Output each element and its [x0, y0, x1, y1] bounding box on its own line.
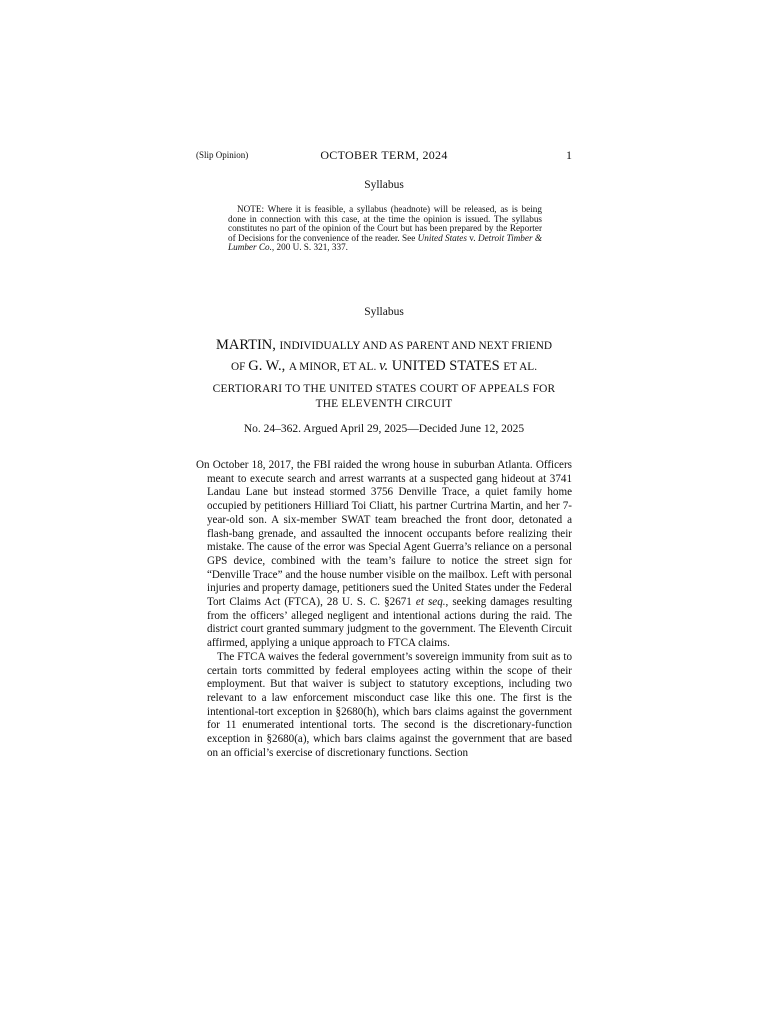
note-citation-v: v. — [466, 232, 478, 243]
caption-minor: A MINOR, ET AL. — [288, 361, 380, 373]
docket-line: No. 24–362. Argued April 29, 2025—Decided June 12, 2025 — [243, 423, 525, 435]
certiorari-heading — [196, 382, 572, 412]
caption-party-descriptor: INDIVIDUALLY AND AS PARENT AND NEXT FRIEND — [279, 340, 553, 352]
syllabus-paragraph-1 — [196, 459, 572, 651]
reporter-note — [228, 205, 542, 253]
certiorari-line-1: CERTIORARI TO THE UNITED STATES COURT OF APPEALS FOR — [212, 383, 556, 395]
caption-gw: G. W., — [248, 358, 289, 374]
syllabus-heading-top: Syllabus — [364, 179, 404, 191]
paragraph-1-et-seq: et seq. — [415, 596, 446, 609]
note-citation-party: Detroit Timber & Lumber Co. — [228, 232, 543, 253]
note-text: NOTE: Where it is feasible, a syllabus (headnote) will be released, as is being done in connection with this case, at the time the opinion is issued. The syllabus constitutes no part of the opinion of the Court but has been prepared by the Reporter of Decisions for the convenience of the reader. See — [228, 204, 542, 243]
caption-versus: v. — [379, 358, 389, 374]
paragraph-1-text: On October 18, 2017, the FBI raided the wrong house in suburban Atlanta. Officers meant to execute search and arrest warrants at a suspected gang hideout at 3741 Landau Lane but instead stormed 3756 Denville Trace, a quiet family home occupied by petitioners Hilliard Toi Cliatt, his partner Curtrina Martin, and her 7-year-old son. A six-member SWAT team breached the front door, detonated a flash-bang grenade, and assaulted the innocent occupants before realizing their mistake. The cause of the error was Special Agent Guerra’s reliance on a personal GPS device, combined with the team’s failure to notice the street sign for “Denville Trace” and the house number visible on the mailbox. Left with personal injuries and property damage, petitioners sued the United States under the Federal Tort Claims Act (FTCA), 28 U. S. C. §2671 — [196, 459, 572, 609]
caption-united-states: UNITED STATES — [388, 358, 504, 374]
note-citation-case: United States — [417, 232, 467, 243]
caption-et-al: ET AL. — [503, 361, 538, 373]
syllabus-paragraph-2: The FTCA waives the federal government’s sovereign immunity from suit as to certain torts committed by federal employees acting within the scope of their employment. But that waiver is subject to statutory exceptions, including two relevant to a law enforcement misconduct case like this one. The first is the intentional-tort exception in §2680(h), which bars claims against the government for 11 enumerated intentional torts. The second is the discretionary-function exception in §2680(a), which bars claims against the government that are based on an official’s exercise of discretionary functions. Section — [207, 650, 572, 759]
running-head — [196, 148, 572, 164]
note-citation-rest: , 200 U. S. 321, 337. — [271, 242, 348, 253]
caption-party-martin: MARTIN, — [215, 337, 280, 353]
caption-of: OF — [230, 361, 249, 373]
syllabus-heading-second: Syllabus — [364, 306, 404, 318]
paragraph-1-text-end: , seeking damages resulting from the officers’ alleged negligent and intentional actions during the raid. The district court granted summary judgment to the government. The Eleventh Circuit affirmed, applying a unique approach to FTCA claims. — [207, 596, 572, 650]
case-caption — [196, 335, 572, 377]
term-title: OCTOBER TERM, 2024 — [320, 148, 448, 162]
caption-line-1 — [196, 335, 572, 356]
syllabus-body — [196, 459, 572, 760]
slip-opinion-label: (Slip Opinion) — [196, 150, 249, 160]
page-number: 1 — [566, 148, 572, 162]
caption-line-2 — [196, 356, 572, 377]
certiorari-line-2: THE ELEVENTH CIRCUIT — [315, 398, 453, 410]
note-paragraph — [228, 205, 542, 253]
